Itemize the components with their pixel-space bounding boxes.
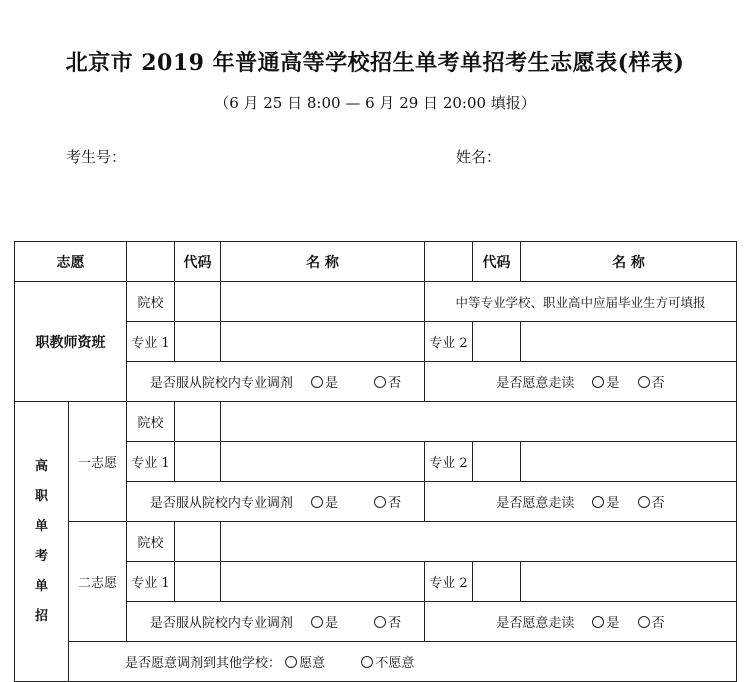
- adjust-option-cell: [127, 482, 425, 522]
- major1-code-field[interactable]: [175, 442, 221, 482]
- walk-no-option[interactable]: 否: [638, 372, 665, 391]
- major2-name-field[interactable]: [521, 442, 737, 482]
- blank-cell: [425, 242, 473, 282]
- adjust-question: 是否服从院校内专业调剂: [149, 376, 293, 391]
- choice1-school-row: [15, 402, 737, 442]
- major1-label: 专业 1: [127, 442, 175, 482]
- radio-circle-icon: [311, 616, 323, 628]
- adjust-no-option[interactable]: 否: [374, 612, 401, 631]
- school-code-field[interactable]: [175, 402, 221, 442]
- application-form-table: [14, 241, 737, 682]
- exam-number-label: 考生号：: [66, 148, 127, 166]
- header-zhiyuan: 志愿: [15, 242, 127, 282]
- walk-yes-option[interactable]: 是: [592, 492, 619, 511]
- radio-circle-icon: [311, 496, 323, 508]
- radio-circle-icon: [374, 376, 386, 388]
- major1-name-field[interactable]: [221, 442, 425, 482]
- willing-option[interactable]: 愿意: [285, 652, 325, 671]
- adjust-option-cell: [127, 602, 425, 642]
- choice2-school-row: [15, 522, 737, 562]
- header-code-2: 代码: [473, 242, 521, 282]
- adjust-no-option[interactable]: 否: [374, 372, 401, 391]
- major1-label: 专业 1: [127, 562, 175, 602]
- major1-code-field[interactable]: [175, 562, 221, 602]
- form-subtitle: （6 月 25 日 8:00 — 6 月 29 日 20:00 填报）: [214, 94, 536, 112]
- adjust-yes-option[interactable]: 是: [311, 372, 338, 391]
- school-name-field[interactable]: [221, 402, 737, 442]
- walk-yes-option[interactable]: 是: [592, 372, 619, 391]
- walk-option-cell: [425, 362, 737, 402]
- adjust-yes-option[interactable]: 是: [311, 612, 338, 631]
- walk-option-cell: [425, 482, 737, 522]
- school-code-field[interactable]: [175, 282, 221, 322]
- school-code-field[interactable]: [175, 522, 221, 562]
- walk-yes-option[interactable]: 是: [592, 612, 619, 631]
- section1-label: 职教师资班: [15, 282, 127, 402]
- student-name-label: 姓名：: [456, 148, 502, 166]
- major1-label: 专业 1: [127, 322, 175, 362]
- radio-circle-icon: [638, 496, 650, 508]
- major2-label: 专业 2: [425, 442, 473, 482]
- radio-circle-icon: [592, 376, 604, 388]
- radio-circle-icon: [638, 616, 650, 628]
- walk-question: 是否愿意走读: [496, 376, 575, 391]
- radio-circle-icon: [311, 376, 323, 388]
- adjust-no-option[interactable]: 否: [374, 492, 401, 511]
- major2-code-field[interactable]: [473, 442, 521, 482]
- walk-question: 是否愿意走读: [496, 496, 575, 511]
- walk-no-option[interactable]: 否: [638, 612, 665, 631]
- choice1-label: 一志愿: [69, 402, 127, 522]
- blank-cell: [127, 242, 175, 282]
- header-name: 名 称: [221, 242, 425, 282]
- walk-question: 是否愿意走读: [496, 616, 575, 631]
- radio-circle-icon: [374, 616, 386, 628]
- major2-name-field[interactable]: [521, 562, 737, 602]
- other-school-question: 是否愿意调剂到其他学校：: [125, 656, 282, 671]
- radio-circle-icon: [374, 496, 386, 508]
- header-row: [15, 242, 737, 282]
- unwilling-option[interactable]: 不愿意: [361, 652, 414, 671]
- eligibility-note: 中等专业学校、职业高中应届毕业生方可填报: [425, 282, 737, 322]
- major2-name-field[interactable]: [521, 322, 737, 362]
- section1-school-row: [15, 282, 737, 322]
- adjust-option-cell: [127, 362, 425, 402]
- form-title: 北京市 2019 年普通高等学校招生单考单招考生志愿表(样表): [65, 50, 685, 76]
- walk-option-cell: [425, 602, 737, 642]
- radio-circle-icon: [285, 656, 297, 668]
- radio-circle-icon: [361, 656, 373, 668]
- radio-circle-icon: [592, 496, 604, 508]
- school-name-field[interactable]: [221, 522, 737, 562]
- adjust-yes-option[interactable]: 是: [311, 492, 338, 511]
- choice2-label: 二志愿: [69, 522, 127, 642]
- school-label: 院校: [127, 522, 175, 562]
- major1-name-field[interactable]: [221, 562, 425, 602]
- walk-no-option[interactable]: 否: [638, 492, 665, 511]
- radio-circle-icon: [592, 616, 604, 628]
- radio-circle-icon: [638, 376, 650, 388]
- major1-code-field[interactable]: [175, 322, 221, 362]
- major2-label: 专业 2: [425, 562, 473, 602]
- major2-label: 专业 2: [425, 322, 473, 362]
- header-code: 代码: [175, 242, 221, 282]
- header-name-2: 名 称: [521, 242, 737, 282]
- major2-code-field[interactable]: [473, 562, 521, 602]
- section2-label: 高 职 单 考 单 招: [15, 402, 69, 682]
- school-label: 院校: [127, 402, 175, 442]
- adjust-question: 是否服从院校内专业调剂: [149, 496, 293, 511]
- school-label: 院校: [127, 282, 175, 322]
- major2-code-field[interactable]: [473, 322, 521, 362]
- adjust-question: 是否服从院校内专业调剂: [149, 616, 293, 631]
- school-name-field[interactable]: [221, 282, 425, 322]
- major1-name-field[interactable]: [221, 322, 425, 362]
